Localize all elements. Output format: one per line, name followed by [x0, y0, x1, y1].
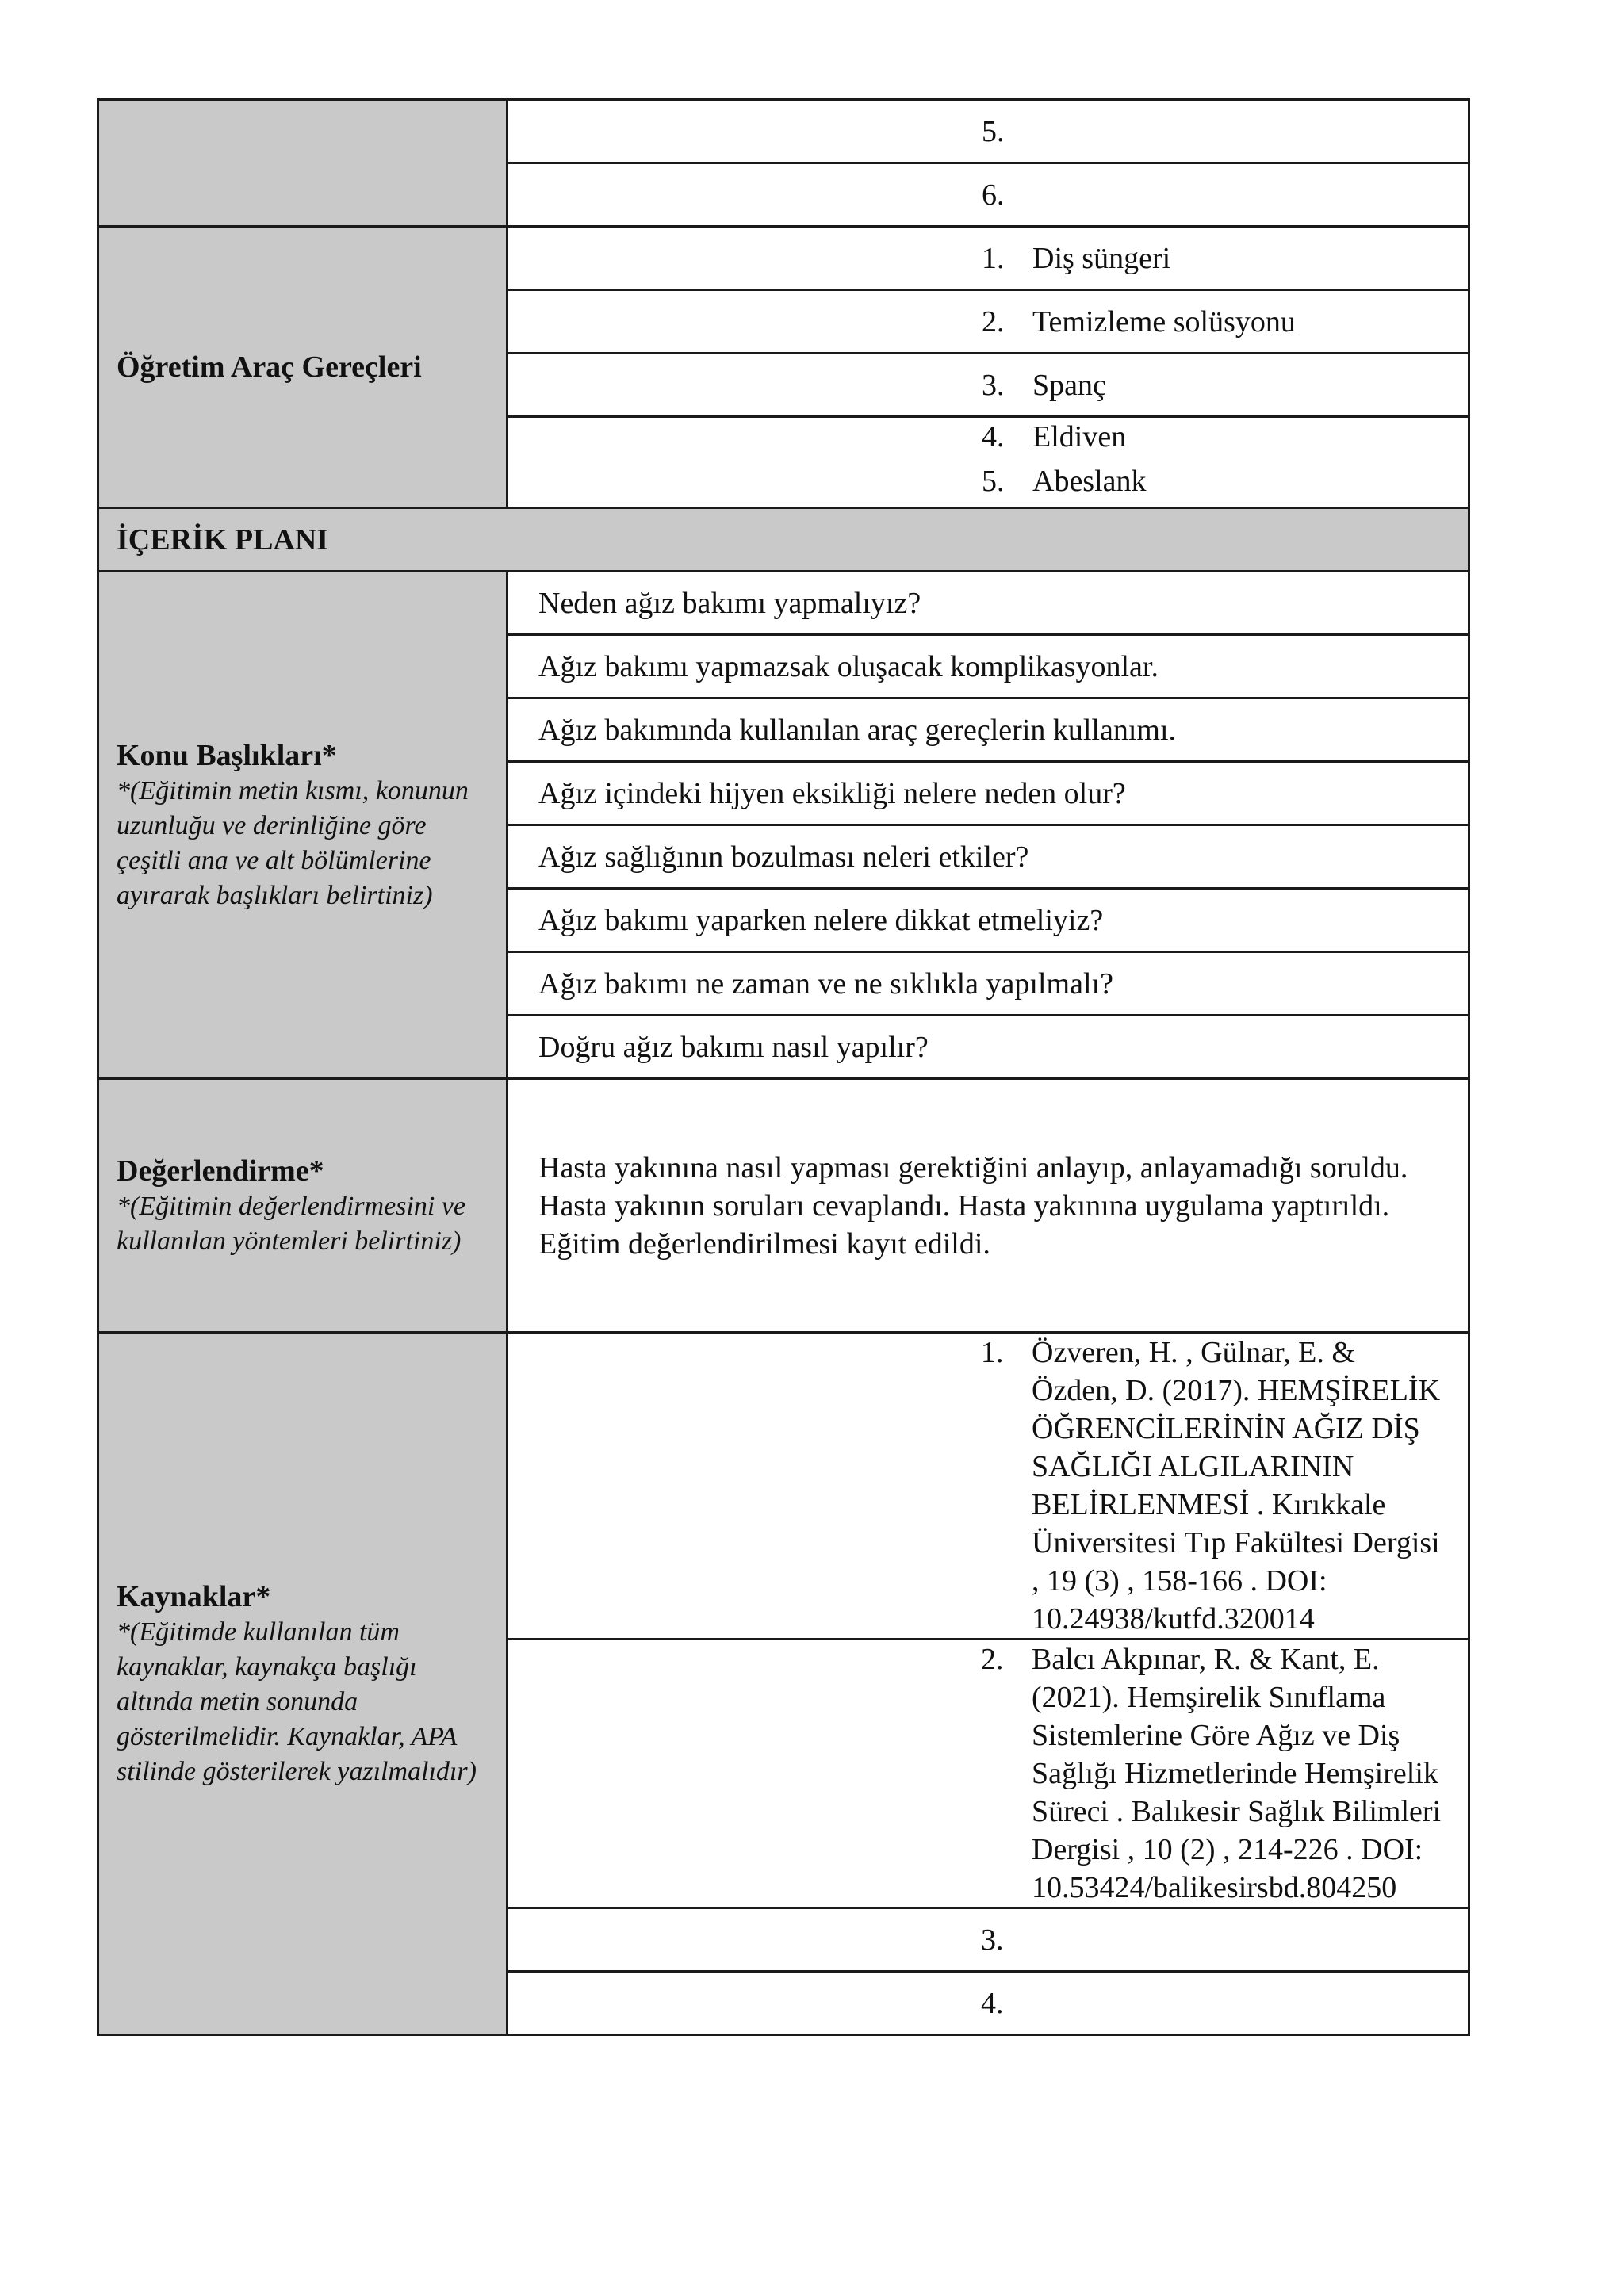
- education-plan-table: [97, 98, 1470, 2036]
- ref-number: 3.: [981, 1923, 1004, 1957]
- list-item: [508, 417, 1469, 508]
- item-number: 5.: [982, 465, 1005, 498]
- item-number: 6.: [982, 178, 1005, 212]
- topic-item: Ağız bakımında kullanılan araç gereçlerin kullanımı.: [508, 698, 1469, 762]
- section-header: İÇERİK PLANI: [98, 508, 1469, 572]
- list-item: [508, 354, 1469, 417]
- topic-item: Ağız bakımı yapmazsak oluşacak komplikasyonlar.: [508, 635, 1469, 698]
- ref-number: 2.: [981, 1643, 1004, 1676]
- ref-number: 1.: [981, 1336, 1004, 1369]
- reference-item: [508, 1640, 1469, 1908]
- degerlendirme-label-cell: [98, 1079, 508, 1333]
- item-number: 3.: [982, 368, 1005, 402]
- table-row: [98, 1079, 1469, 1333]
- topic-item: Doğru ağız bakımı nasıl yapılır?: [508, 1016, 1469, 1079]
- reference-item: [508, 1908, 1469, 1972]
- table-row: [98, 227, 1469, 290]
- list-item: [508, 227, 1469, 290]
- konu-label: Konu Başlıkları*: [117, 738, 337, 772]
- degerlendirme-note: *(Eğitimin değerlendirmesini ve kullanılan yöntemleri belirtiniz): [117, 1191, 466, 1256]
- ref-number: 4.: [981, 1986, 1004, 2020]
- ogretim-label-cell: [98, 227, 508, 508]
- topic-item: Ağız bakımı ne zaman ve ne sıklıkla yapılmalı?: [508, 952, 1469, 1016]
- degerlendirme-text: Hasta yakınına nasıl yapması gerektiğini anlayıp, anlayamadığı soruldu. Hasta yakının soruları cevaplandı. Hasta yakınına uygulama yaptırıldı. Eğitim değerlendirilmesi kayıt edildi.: [508, 1079, 1469, 1333]
- kaynaklar-label: Kaynaklar*: [117, 1579, 271, 1613]
- topic-item: Ağız sağlığının bozulması neleri etkiler?: [508, 825, 1469, 889]
- item-text: Temizleme solüsyonu: [1032, 304, 1296, 339]
- item-text: Eldiven: [1032, 420, 1127, 453]
- topic-item: Ağız içindeki hijyen eksikliği nelere neden olur?: [508, 762, 1469, 825]
- kaynaklar-label-cell: [98, 1333, 508, 2035]
- table-row: [98, 508, 1469, 572]
- topic-item: Ağız bakımı yaparken nelere dikkat etmeliyiz?: [508, 889, 1469, 952]
- item-text: Abeslank: [1032, 465, 1147, 498]
- list-item: [508, 163, 1469, 227]
- item-number: 4.: [982, 420, 1005, 453]
- kaynaklar-note: *(Eğitimde kullanılan tüm kaynaklar, kaynakça başlığı altında metin sonunda gösterilmelidir. Kaynaklar, APA stilinde gösterilerek yazılmalıdır): [117, 1617, 477, 1786]
- list-item: [508, 100, 1469, 163]
- table-row: [98, 572, 1469, 635]
- topic-item: Neden ağız bakımı yapmalıyız?: [508, 572, 1469, 635]
- item-text: Diş süngeri: [1032, 241, 1171, 275]
- empty-label-cell: [98, 100, 508, 227]
- ref-text: Özveren, H. , Gülnar, E. & Özden, D. (2017). HEMŞİRELİK ÖĞRENCİLERİNİN AĞIZ DİŞ SAĞLIĞI ALGILARININ BELİRLENMESİ . Kırıkkale Üniversitesi Tıp Fakültesi Dergisi , 19 (3) , 158-166 . DOI: 10.24938/kutfd.320014: [1032, 1336, 1441, 1636]
- reference-item: [508, 1972, 1469, 2035]
- konu-label-cell: [98, 572, 508, 1079]
- item-number: 5.: [982, 114, 1005, 148]
- table-row: [98, 1333, 1469, 1640]
- ogretim-label: Öğretim Araç Gereçleri: [117, 350, 422, 384]
- list-item: [508, 290, 1469, 354]
- reference-item: [508, 1333, 1469, 1640]
- ref-text: [1032, 1921, 1446, 1959]
- item-number: 2.: [982, 304, 1005, 339]
- item-number: 1.: [982, 241, 1005, 275]
- item-text: Spanç: [1032, 368, 1106, 402]
- ref-text: Balcı Akpınar, R. & Kant, E. (2021). Hemşirelik Sınıflama Sistemlerine Göre Ağız ve Diş Sağlığı Hizmetlerinde Hemşirelik Süreci . Balıkesir Sağlık Bilimleri Dergisi , 10 (2) , 214-226 . DOI: 10.53424/balikesirsbd.804250: [1032, 1643, 1442, 1904]
- degerlendirme-label: Değerlendirme*: [117, 1154, 324, 1188]
- ref-text: [1032, 1984, 1446, 2022]
- table-row: [98, 100, 1469, 163]
- konu-note: *(Eğitimin metin kısmı, konunun uzunluğu ve derinliğine göre çeşitli ana ve alt bölümlerine ayırarak başlıkları belirtiniz): [117, 775, 469, 910]
